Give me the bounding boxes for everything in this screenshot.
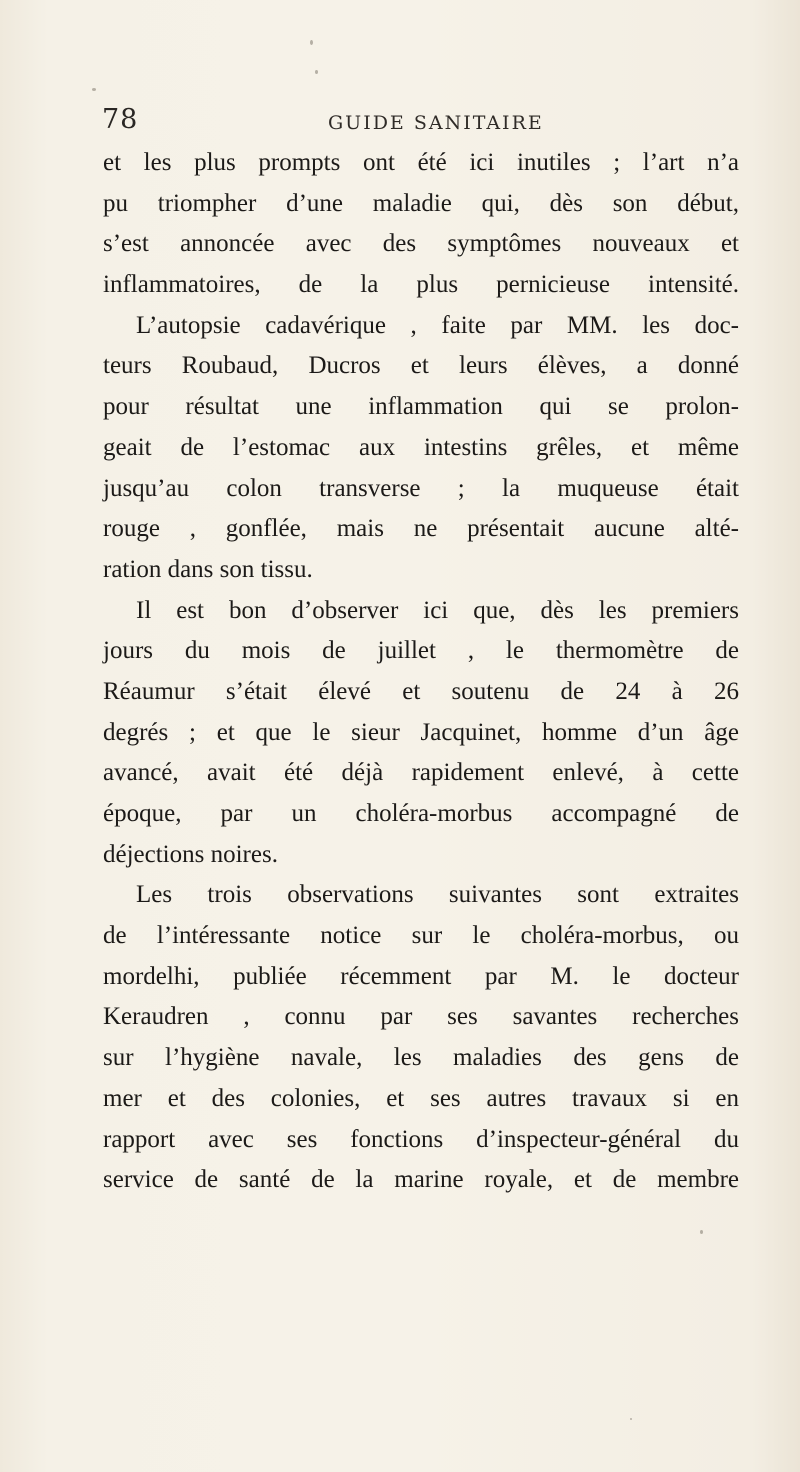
text-line: ration dans son tissu.	[103, 555, 313, 583]
text-line: Il est bon d’observer ici que, dès les premiers	[136, 596, 739, 624]
paper-speck	[315, 70, 318, 74]
text-line: sur l’hygiène navale, les maladies des gens de	[103, 1044, 739, 1072]
paper-speck	[700, 1230, 703, 1234]
text-line: jusqu’au colon transverse ; la muqueuse était	[103, 474, 739, 502]
running-head: GUIDE SANITAIRE	[328, 112, 544, 134]
text-line: s’est annoncée avec des symptômes nouveaux et	[103, 230, 739, 258]
text-line: teurs Roubaud, Ducros et leurs élèves, a donné	[103, 352, 739, 380]
text-line: époque, par un choléra-morbus accompagné de	[103, 800, 739, 827]
text-line: rapport avec ses fonctions d’inspecteur-général du	[103, 1125, 739, 1153]
text-line: mer et des colonies, et ses autres travaux si en	[103, 1084, 739, 1112]
text-line: Les trois observations suivantes sont extraites	[136, 881, 739, 909]
text-line: avancé, avait été déjà rapidement enlevé, à cette	[103, 759, 739, 787]
paper-speck	[92, 88, 96, 91]
text-line: service de santé de la marine royale, et de membre	[103, 1166, 739, 1194]
text-line: déjections noires.	[103, 840, 278, 868]
text-line: rouge , gonflée, mais ne présentait aucune alté-	[103, 515, 739, 543]
text-line: Réaumur s’était élevé et soutenu de 24 à 26	[103, 677, 739, 705]
text-line: degrés ; et que le sieur Jacquinet, homme d’un âge	[103, 718, 739, 746]
page-number: 78	[102, 104, 139, 135]
text-line: pour résultat une inflammation qui se prolon-	[103, 393, 739, 421]
body-text	[103, 143, 739, 1201]
text-line: inflammatoires, de la plus pernicieuse intensité.	[103, 271, 739, 299]
text-line: mordelhi, publiée récemment par M. le docteur	[103, 962, 739, 990]
page-header	[102, 104, 682, 144]
text-line: et les plus prompts ont été ici inutiles ; l’art n’a	[103, 149, 739, 176]
paper-speck	[310, 40, 313, 45]
text-line: Keraudren , connu par ses savantes recherches	[103, 1003, 739, 1031]
text-line: jours du mois de juillet , le thermomètre de	[103, 637, 739, 665]
paper-speck	[630, 1418, 632, 1420]
text-line: geait de l’estomac aux intestins grêles, et même	[103, 433, 739, 461]
text-line: de l’intéressante notice sur le choléra-morbus, ou	[103, 922, 739, 950]
text-line: pu triompher d’une maladie qui, dès son début,	[103, 189, 739, 217]
text-line: L’autopsie cadavérique , faite par MM. les doc-	[136, 311, 739, 339]
